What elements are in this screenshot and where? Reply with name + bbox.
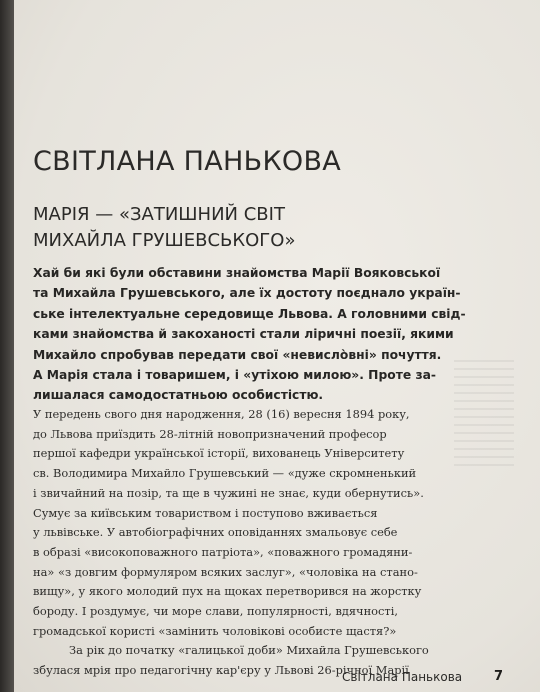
body-line: у львівське. У автобіографічних оповіданнях змальовує себе <box>33 525 398 540</box>
body-line: в образі «високоповажного патріота», «поважного громадяни- <box>33 544 413 559</box>
bleed-through-text <box>454 360 514 470</box>
article-title-line-1: МАРІЯ — «ЗАТИШНИЙ СВІТ <box>33 204 285 225</box>
lead-line: ське інтелектуальне середовище Львова. А головними свід- <box>33 306 466 321</box>
lead-line: Михайло спробував передати свої «невисло̀вні» почуття. <box>33 347 442 362</box>
lead-line: А Марія стала і товаришем, і «утіхою милою». Проте за- <box>33 368 437 383</box>
running-footer-author: Світлана Панькова <box>342 670 463 684</box>
body-line: вищу», у якого молодий пух на щоках перетворився на жорстку <box>33 584 422 599</box>
article-title <box>33 202 453 254</box>
body-line: У передень свого дня народження, 28 (16) вересня 1894 року, <box>33 407 410 421</box>
author-name: СВІТЛАНА ПАНЬКОВА <box>33 146 342 177</box>
body-line: і звичайний на позір, та ще в чужині не знає, куди обернутись». <box>33 485 424 500</box>
lead-line: Хай би які були обставини знайомства Марії Вояковської <box>33 266 441 280</box>
page-number: 7 <box>494 669 504 684</box>
body-line: бороду. І роздумує, чи море слави, популярності, вдячності, <box>33 604 398 619</box>
body-line: громадської користі «замінить чоловікові особисте щастя?» <box>33 623 397 638</box>
lead-line: ками знайомства й закоханості стали ліричні поезії, якими <box>33 327 454 342</box>
book-gutter <box>0 0 14 692</box>
body-line: збулася мрія про педагогічну кар'єру у Львові 26-річної Марії <box>33 663 409 678</box>
lead-line: та Михайла Грушевського, але їх достоту поєднало україн- <box>33 286 461 301</box>
body-line: до Львова приїздить 28-літній новопризначений професор <box>33 426 387 441</box>
lead-paragraph <box>33 263 466 406</box>
body-line: на» «з довгим формуляром всяких заслуг», «чоловіка на стано- <box>33 564 418 579</box>
body-line: св. Володимира Михайло Грушевський — «дуже скромненький <box>33 466 417 481</box>
body-line: першої кафедри української історії, вихованець Університету <box>33 446 405 461</box>
body-line: Сумує за київським товариством і поступово вживається <box>33 505 378 520</box>
article-title-line-2: МИХАЙЛА ГРУШЕВСЬКОГО» <box>33 230 296 251</box>
body-line: За рік до початку «галицької доби» Михайла Грушевського <box>69 643 429 658</box>
lead-line: лишалася самодостатньою особистістю. <box>33 388 324 403</box>
